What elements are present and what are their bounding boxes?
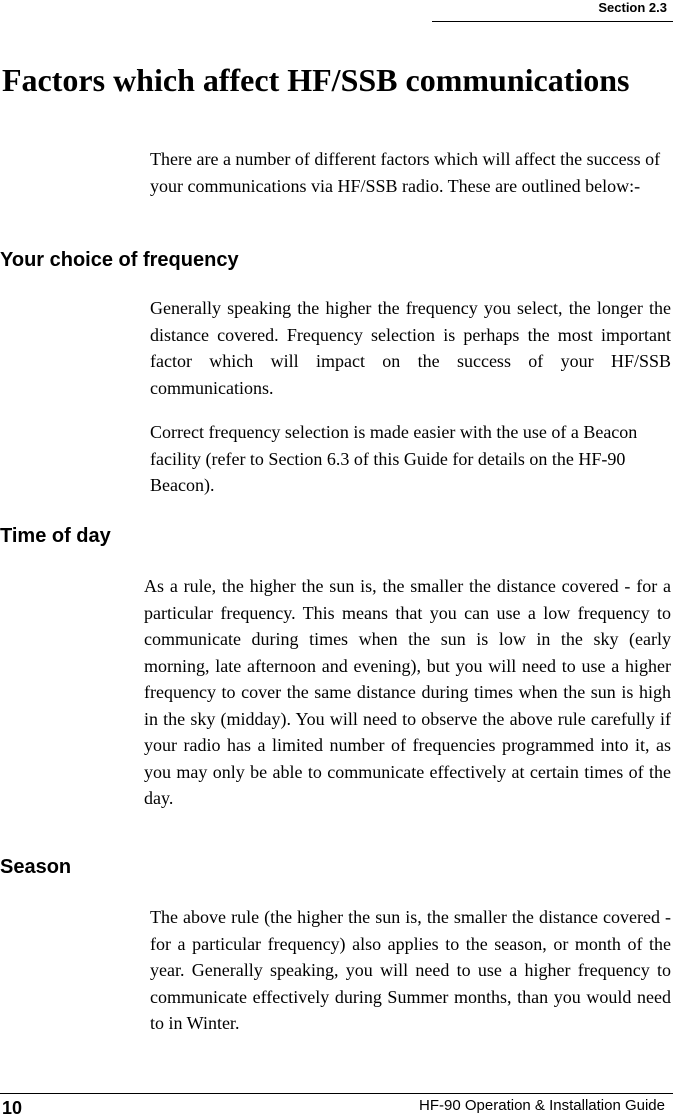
heading-season: Season [0,856,72,878]
footer-rule [0,1093,673,1094]
frequency-paragraph-1: Generally speaking the higher the frequency you select, the longer the distance covered. Frequency selection is perhaps the most important factor which will impact on the success of your HF/SSB communications. [150,298,671,398]
header-rule [432,21,673,22]
intro-paragraph: There are a number of different factors which will affect the success of your communications via HF/SSB radio. These are outlined below:- [150,149,661,196]
page-number: 10 [2,1098,23,1118]
time-of-day-paragraph: As a rule, the higher the sun is, the smaller the distance covered - for a particular frequency. This means that you can use a low frequency to communicate during times when the sun is low in the sky (early morning, late afternoon and evening), but you will need to use a higher frequency to cover the same distance during times when the sun is high in the sky (midday). You will need to observe the above rule carefully if your radio has a limited number of frequencies programmed into it, as you may only be able to communicate effectively at certain times of the day. [144,576,671,808]
page-title: Factors which affect HF/SSB communications [2,62,630,98]
footer-guide-title: HF-90 Operation & Installation Guide [419,1097,665,1114]
heading-frequency: Your choice of frequency [0,249,239,271]
section-label: Section 2.3 [598,0,667,15]
season-paragraph: The above rule (the higher the sun is, the smaller the distance covered - for a particular frequency) also applies to the season, or month of the year. Generally speaking, you will need to use a higher frequency to communicate effectively during Summer months, than you would need to in Winter. [150,907,671,1033]
frequency-paragraph-2: Correct frequency selection is made easier with the use of a Beacon facility (refer to Section 6.3 of this Guide for details on the HF-90 Beacon). [150,422,638,495]
heading-time-of-day: Time of day [0,525,111,547]
